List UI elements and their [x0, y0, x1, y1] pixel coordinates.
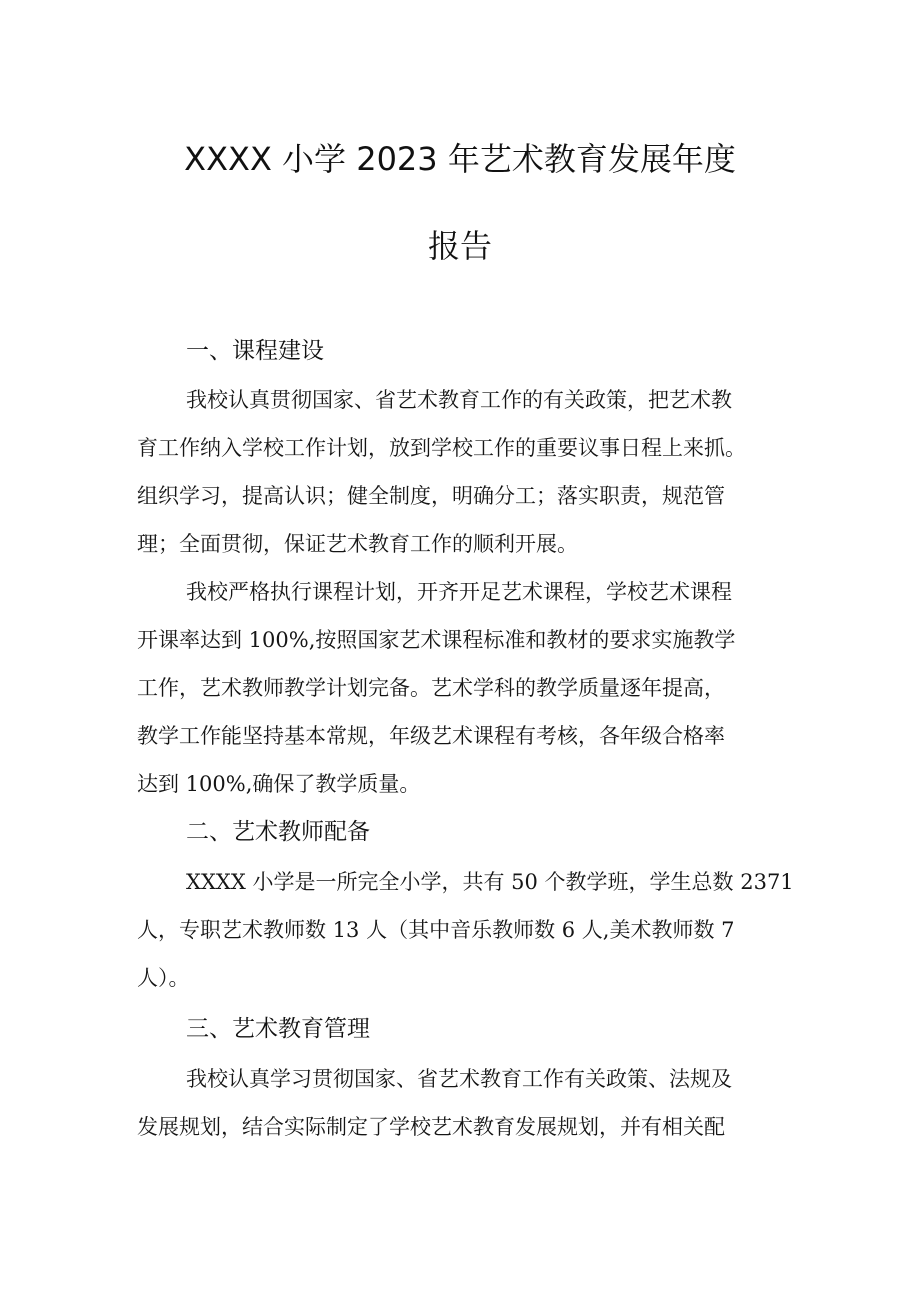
paragraph-line: 我校认真学习贯彻国家、省艺术教育工作有关政策、法规及 — [186, 1067, 732, 1091]
paragraph-line: 我校认真贯彻国家、省艺术教育工作的有关政策，把艺术教 — [186, 388, 732, 412]
paragraph-line: XXXX 小学是一所完全小学，共有 50 个教学班，学生总数 2371 — [186, 870, 794, 894]
section-heading-art-education-management: 三、艺术教育管理 — [186, 1016, 370, 1042]
paragraph-line: 开课率达到 100%,按照国家艺术课程标准和教材的要求实施教学 — [137, 628, 736, 652]
paragraph-line: 组织学习，提高认识；健全制度，明确分工；落实职责，规范管 — [137, 484, 725, 508]
paragraph-line: 工作，艺术教师教学计划完备。艺术学科的教学质量逐年提高， — [137, 676, 725, 700]
paragraph-line: 我校严格执行课程计划，开齐开足艺术课程，学校艺术课程 — [186, 580, 732, 604]
section-heading-art-teachers: 二、艺术教师配备 — [186, 819, 370, 845]
paragraph-line: 理；全面贯彻，保证艺术教育工作的顺利开展。 — [137, 532, 578, 556]
paragraph-line: 教学工作能坚持基本常规，年级艺术课程有考核，各年级合格率 — [137, 724, 725, 748]
paragraph-line: 人）。 — [137, 966, 190, 990]
document-title-line-1: XXXX 小学 2023 年艺术教育发展年度 — [184, 140, 736, 178]
paragraph-line: 达到 100%,确保了教学质量。 — [137, 772, 421, 796]
paragraph-line: 人，专职艺术教师数 13 人（其中音乐教师数 6 人,美术教师数 7 — [137, 918, 735, 942]
document-title-line-2: 报告 — [427, 227, 492, 265]
section-heading-course-construction: 一、课程建设 — [186, 338, 324, 364]
paragraph-line: 发展规划，结合实际制定了学校艺术教育发展规划，并有相关配 — [137, 1115, 725, 1139]
paragraph-line: 育工作纳入学校工作计划，放到学校工作的重要议事日程上来抓。 — [137, 436, 746, 460]
